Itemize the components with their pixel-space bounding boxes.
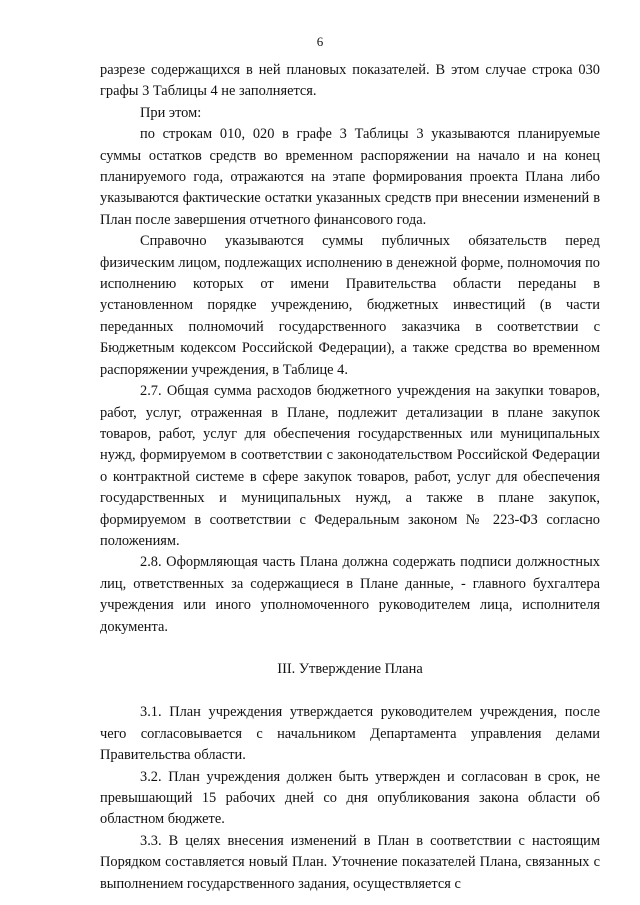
paragraph-2-7: 2.7. Общая сумма расходов бюджетного учреждения на закупки товаров, работ, услуг, отраженная в Плане, подлежит детализации в плане закупок товаров, работ, услуг для обеспечения государственных или муниципальных нужд, формируемом в соответствии с законодательством Российской Федерации о контрактной системе в сфере закупок товаров, работ, услуг для обеспечения государственных и муниципальных нужд, а также в плане закупок, формируемом в соответствии с Федеральным законом № 223-ФЗ согласно положениям. — [100, 383, 600, 549]
section-heading: III. Утверждение Плана — [277, 660, 423, 677]
page-number: 6 — [316, 34, 324, 49]
paragraph-2-8: 2.8. Оформляющая часть Плана должна содержать подписи должностных лиц, ответственных за содержащиеся в Плане данные, - главного бухгалтера учреждения или иного уполномоченного руководителем лица, исполнителя документа. — [100, 554, 600, 635]
paragraph-continuation: разрезе содержащихся в ней плановых показателей. В этом случае строка 030 графы 3 Таблицы 4 не заполняется. — [100, 62, 600, 100]
paragraph-spravochno: Справочно указываются суммы публичных обязательств перед физическим лицом, подлежащих исполнению в денежной форме, полномочия по исполнению которых от имени Правительства области переданы в установленном порядке учреждению, бюджетных инвестиций (в части переданных полномочий государственного заказчика в соответствии с Бюджетным кодексом Российской Федерации), а также средства во временном распоряжении учреждения, в Таблице 4. — [100, 233, 600, 378]
document-body — [100, 60, 600, 895]
paragraph-pri-etom: При этом: — [140, 104, 202, 121]
paragraph-rows-010-020: по строкам 010, 020 в графе 3 Таблицы 3 указываются планируемые суммы остатков средств во временном распоряжении на начало и на конец планируемого года, отражаются на этапе формирования проекта Плана либо указываются фактические остатки указанных средств при внесении изменений в План после завершения отчетного финансового года. — [100, 126, 600, 228]
paragraph-3-1: 3.1. План учреждения утверждается руководителем учреждения, после чего согласовывается с начальником Департамента управления делами Правительства области. — [100, 704, 600, 764]
paragraph-3-2: 3.2. План учреждения должен быть утвержден и согласован в срок, не превышающий 15 рабочих дней со дня опубликования закона области об областном бюджете. — [100, 768, 600, 828]
paragraph-3-3: 3.3. В целях внесения изменений в План в соответствии с настоящим Порядком составляется новый План. Уточнение показателей Плана, связанных с выполнением государственного задания, осуществляется с — [100, 832, 600, 892]
